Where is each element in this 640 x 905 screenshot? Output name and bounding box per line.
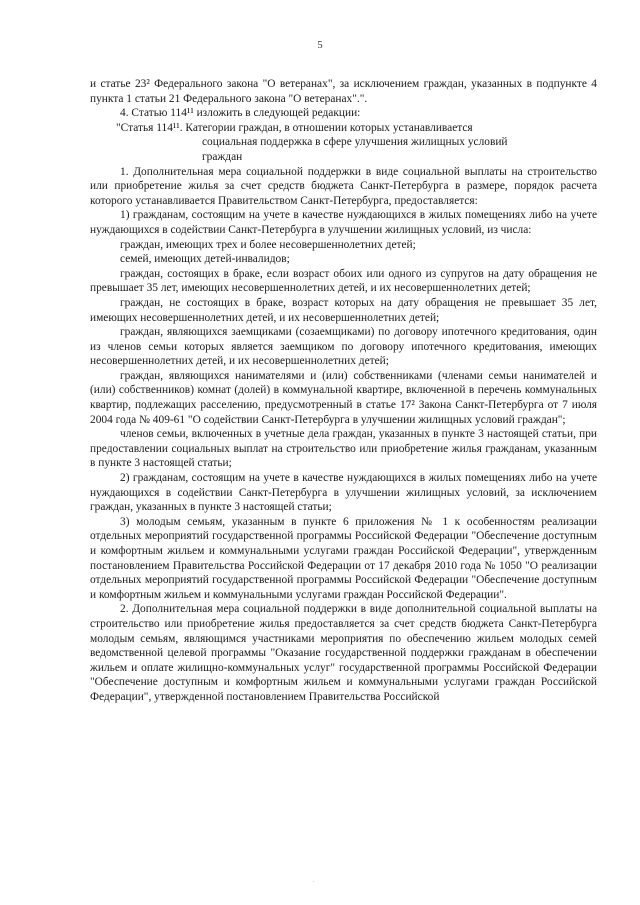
paragraph-subpoint-2: 2) гражданам, состоящим на учете в качестве нуждающихся в жилых помещениях либо на учете нуждающихся в содействии Санкт-Петербурга в улучшении жилищных условий, за исключением граждан, указанных в пункте 3 настоящей статьи; xyxy=(90,472,597,514)
paragraph-subpoint-1: 1) гражданам, состоящим на учете в качестве нуждающихся в жилых помещениях либо на учете нуждающихся в содействии Санкт-Петербурга в улучшении жилищных условий, из числа: xyxy=(90,209,597,236)
list-item: граждан, являющихся заемщиками (созаемщиками) по договору ипотечного кредитования, один из членов семьи которых является заемщиком по договору ипотечного кредитования, имеющих несовершеннолетних детей, и их несовершеннолетних детей; xyxy=(90,326,597,368)
article-title: "Статья 114¹¹. Категории граждан, в отношении которых устанавливается xyxy=(116,121,473,134)
article-title-cont-2: граждан xyxy=(202,150,243,163)
document-body xyxy=(90,77,597,705)
list-item: граждан, являющихся нанимателями и (или) собственниками (членами семьи нанимателей и (или) собственников) комнат (долей) в коммунальной квартире, включенной в перечень коммунальных квартир, подлежащих расселению, предусмотренный в статье 17² Закона Санкт-Петербурга от 7 июля 2004 года № 409-61 "О содействии Санкт-Петербурга в улучшении жилищных условий граждан"; xyxy=(90,369,597,426)
article-heading xyxy=(90,121,597,165)
paragraph-point-1: 1. Дополнительная мера социальной поддержки в виде социальной выплаты на строительство или приобретение жилья за счет средств бюджета Санкт-Петербурга в размере, порядок расчета которого устанавливается Правительством Санкт-Петербурга, предоставляется: xyxy=(90,165,597,207)
paragraph-amendment-4: 4. Статью 114¹¹ изложить в следующей редакции: xyxy=(120,107,361,120)
scan-mark: . xyxy=(313,878,315,884)
list-item: членов семьи, включенных в учетные дела граждан, указанных в пункте 3 настоящей статьи, при предоставлении социальных выплат на строительство или приобретение жилья гражданам, указанным в пункте 3 настоящей статьи; xyxy=(90,428,597,470)
list-item: граждан, состоящих в браке, если возраст обоих или одного из супругов на дату обращения не превышает 35 лет, имеющих несовершеннолетних детей, и их несовершеннолетних детей; xyxy=(90,267,597,295)
paragraph-intro: и статье 23² Федерального закона "О ветеранах", за исключением граждан, указанных в подпункте 4 пункта 1 статьи 21 Федерального закона "О ветеранах".". xyxy=(90,78,597,105)
page-number: 5 xyxy=(317,40,323,51)
article-title-cont-1: социальная поддержка в сфере улучшения жилищных условий xyxy=(202,136,508,149)
list-item: граждан, не состоящих в браке, возраст которых на дату обращения не превышает 35 лет, имеющих несовершеннолетних детей, и их несовершеннолетних детей; xyxy=(90,296,597,324)
list-item: граждан, имеющих трех и более несовершеннолетних детей; xyxy=(120,238,416,251)
paragraph-point-2: 2. Дополнительная мера социальной поддержки в виде дополнительной социальной выплаты на строительство или приобретение жилья предоставляется за счет средств бюджета Санкт-Петербурга молодым семьям, являющимся участниками мероприятия по обеспечению жильем молодых семей ведомственной целевой программы "Оказание государственной поддержки гражданам в обеспечении жильем и оплате жилищно-коммунальных услуг" государственной программы Российской Федерации "Обеспечение доступным и комфортным жильем и коммунальными услугами граждан Российской Федерации", утвержденной постановлением Правительства Российской xyxy=(90,603,597,703)
paragraph-subpoint-3: 3) молодым семьям, указанным в пункте 6 приложения № 1 к особенностям реализации отдельных мероприятий государственной программы Российской Федерации "Обеспечение доступным и комфортным жильем и коммунальными услугами граждан Российской Федерации", утвержденным постановлением Правительства Российской Федерации от 17 декабря 2010 года № 1050 "О реализации отдельных мероприятий государственной программы Российской Федерации "Обеспечение доступным и комфортным жильем и коммунальными услугами граждан Российской Федерации". xyxy=(90,515,597,601)
list-item: семей, имеющих детей-инвалидов; xyxy=(120,253,290,266)
